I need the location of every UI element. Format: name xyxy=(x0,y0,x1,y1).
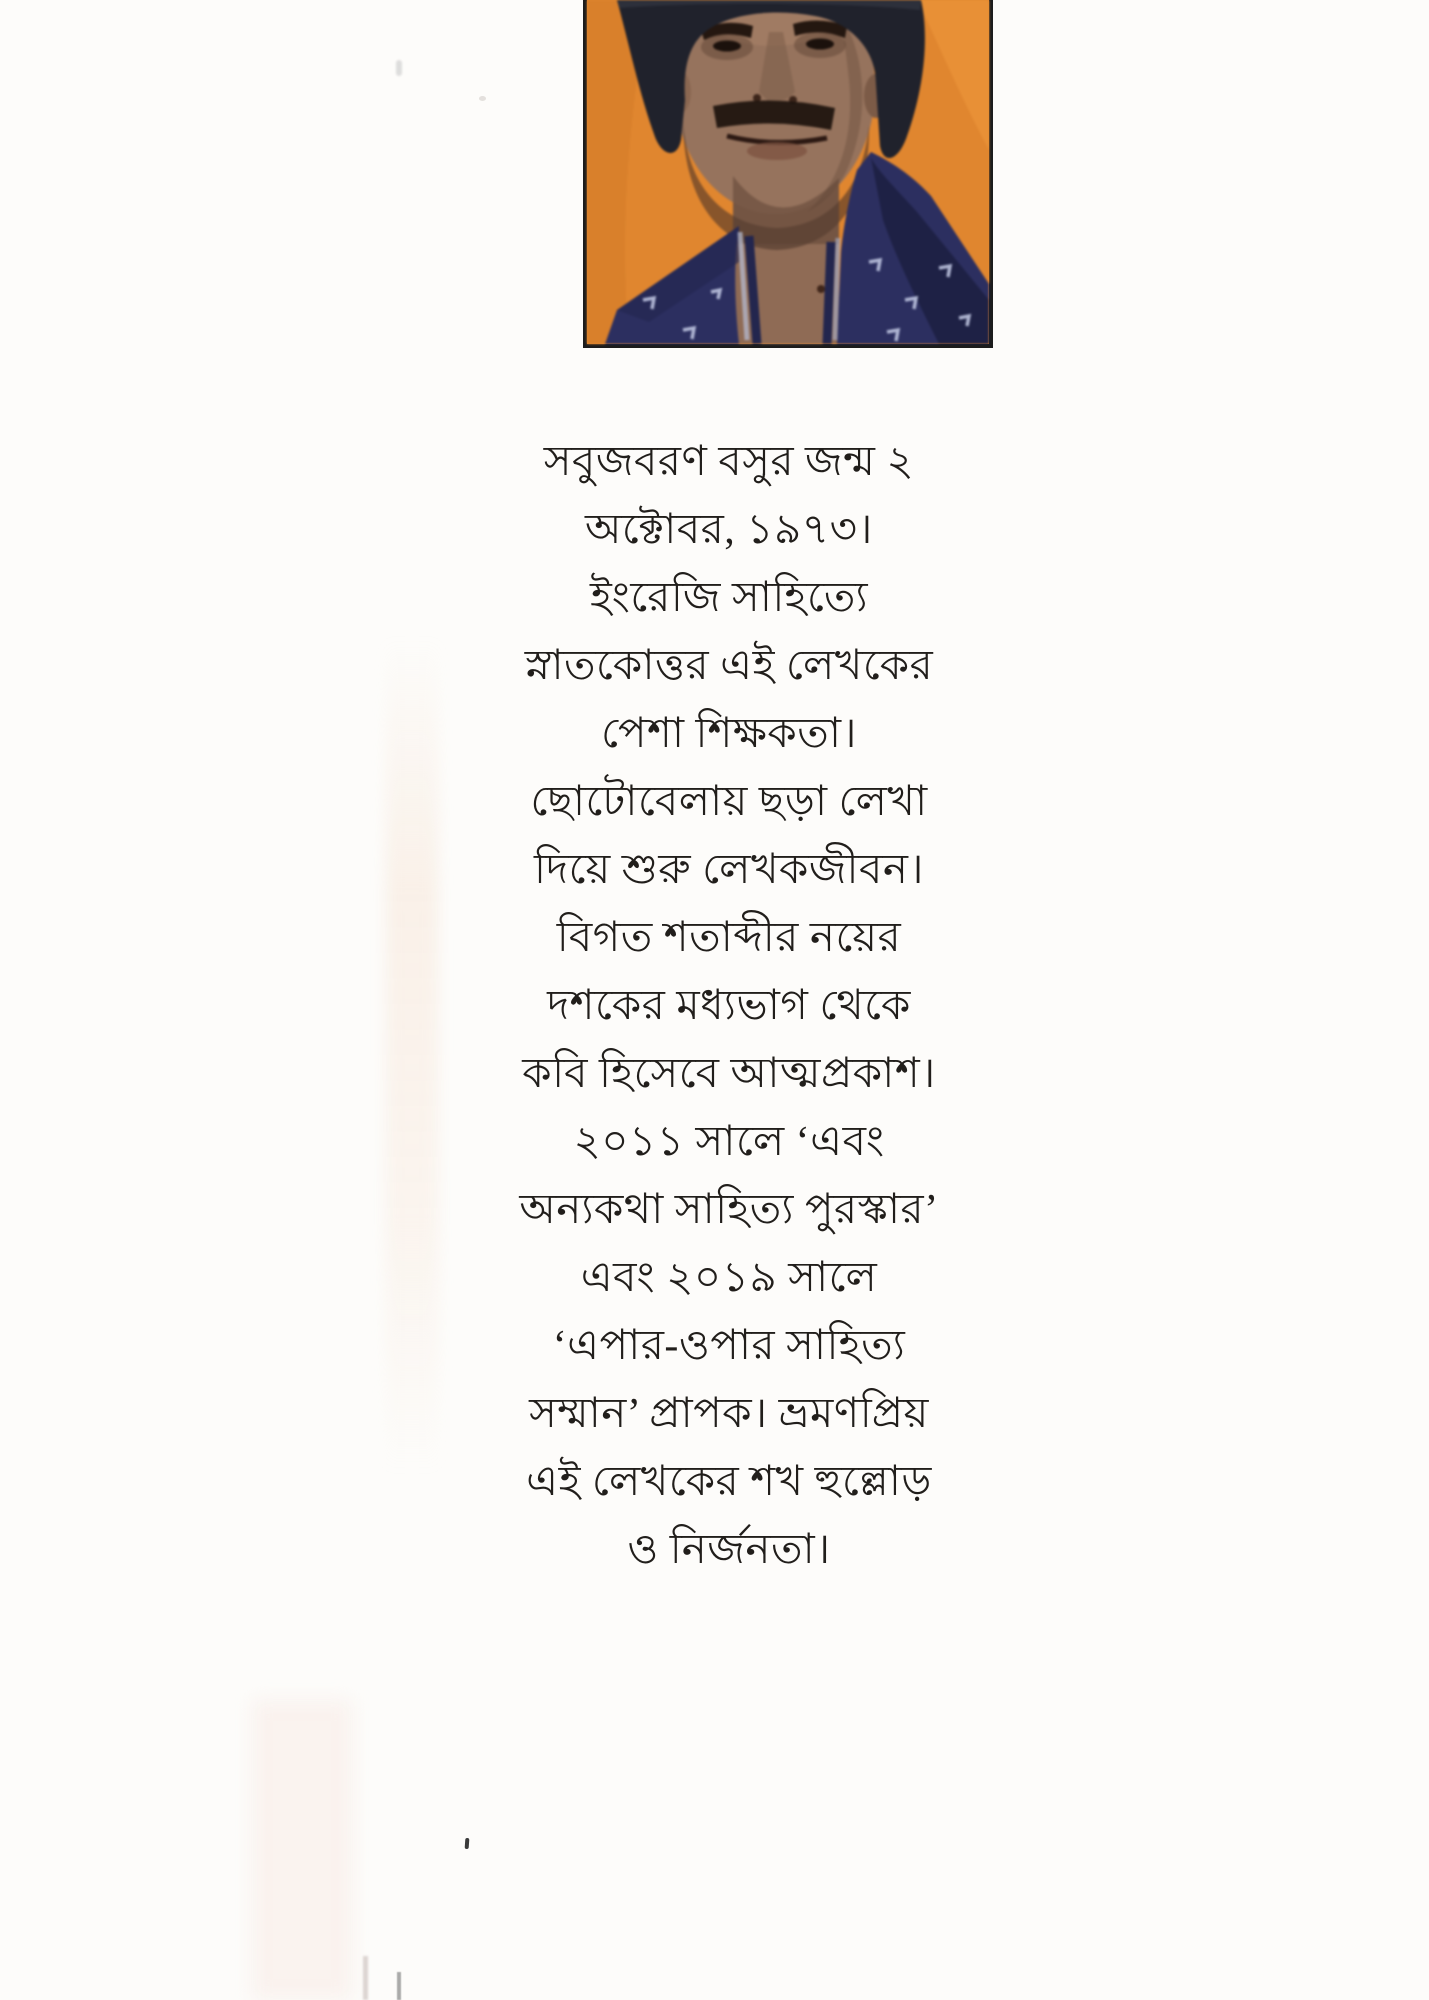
scan-artifact-streak xyxy=(363,1956,368,2000)
bio-line: ছোটোবেলায় ছড়া লেখা xyxy=(530,779,928,825)
bio-line: দিয়ে শুরু লেখকজীবন। xyxy=(534,847,924,893)
scan-artifact-mark xyxy=(396,60,402,76)
bio-line: ও নির্জনতা। xyxy=(627,1527,831,1573)
author-portrait-illustration xyxy=(587,0,989,344)
scan-artifact-speck xyxy=(465,1838,470,1849)
chest-mole xyxy=(817,285,825,293)
bio-line: সম্মান’ প্রাপক। ভ্রমণপ্রিয় xyxy=(529,1391,929,1437)
bio-line: অন্যকথা সাহিত্য পুরস্কার’ xyxy=(519,1187,939,1233)
bio-line: অক্টোবর, ১৯৭৩। xyxy=(585,507,873,553)
bio-line: এই লেখকের শখ হুল্লোড় xyxy=(526,1459,932,1505)
bio-line: ইংরেজি সাহিত্যে xyxy=(589,575,869,621)
author-photo xyxy=(583,0,993,348)
shirt-collar-right xyxy=(835,238,838,340)
bio-line: বিগত শতাব্দীর নয়ের xyxy=(556,915,902,961)
bio-line: দশকের মধ্যভাগ থেকে xyxy=(547,983,911,1029)
author-eye-right xyxy=(806,39,834,50)
author-bio-text xyxy=(348,428,1110,1584)
bio-line: স্নাতকোত্তর এই লেখকের xyxy=(524,643,934,689)
bio-line: এবং ২০১৯ সালে xyxy=(580,1255,878,1301)
scan-artifact-mark xyxy=(479,96,486,101)
scan-artifact-streak xyxy=(397,1972,401,2000)
scan-artifact-band xyxy=(252,1700,352,2000)
bio-line: ২০১১ সালে ‘এবং xyxy=(573,1119,885,1165)
bio-line: সবুজবরণ বসুর জন্ম ২ xyxy=(543,439,915,485)
bio-line: ‘এপার-ওপার সাহিত্য xyxy=(552,1323,906,1369)
bio-line: পেশা শিক্ষকতা। xyxy=(600,711,858,757)
bio-line: কবি হিসেবে আত্মপ্রকাশ। xyxy=(522,1051,936,1097)
author-eye-left xyxy=(713,41,741,52)
